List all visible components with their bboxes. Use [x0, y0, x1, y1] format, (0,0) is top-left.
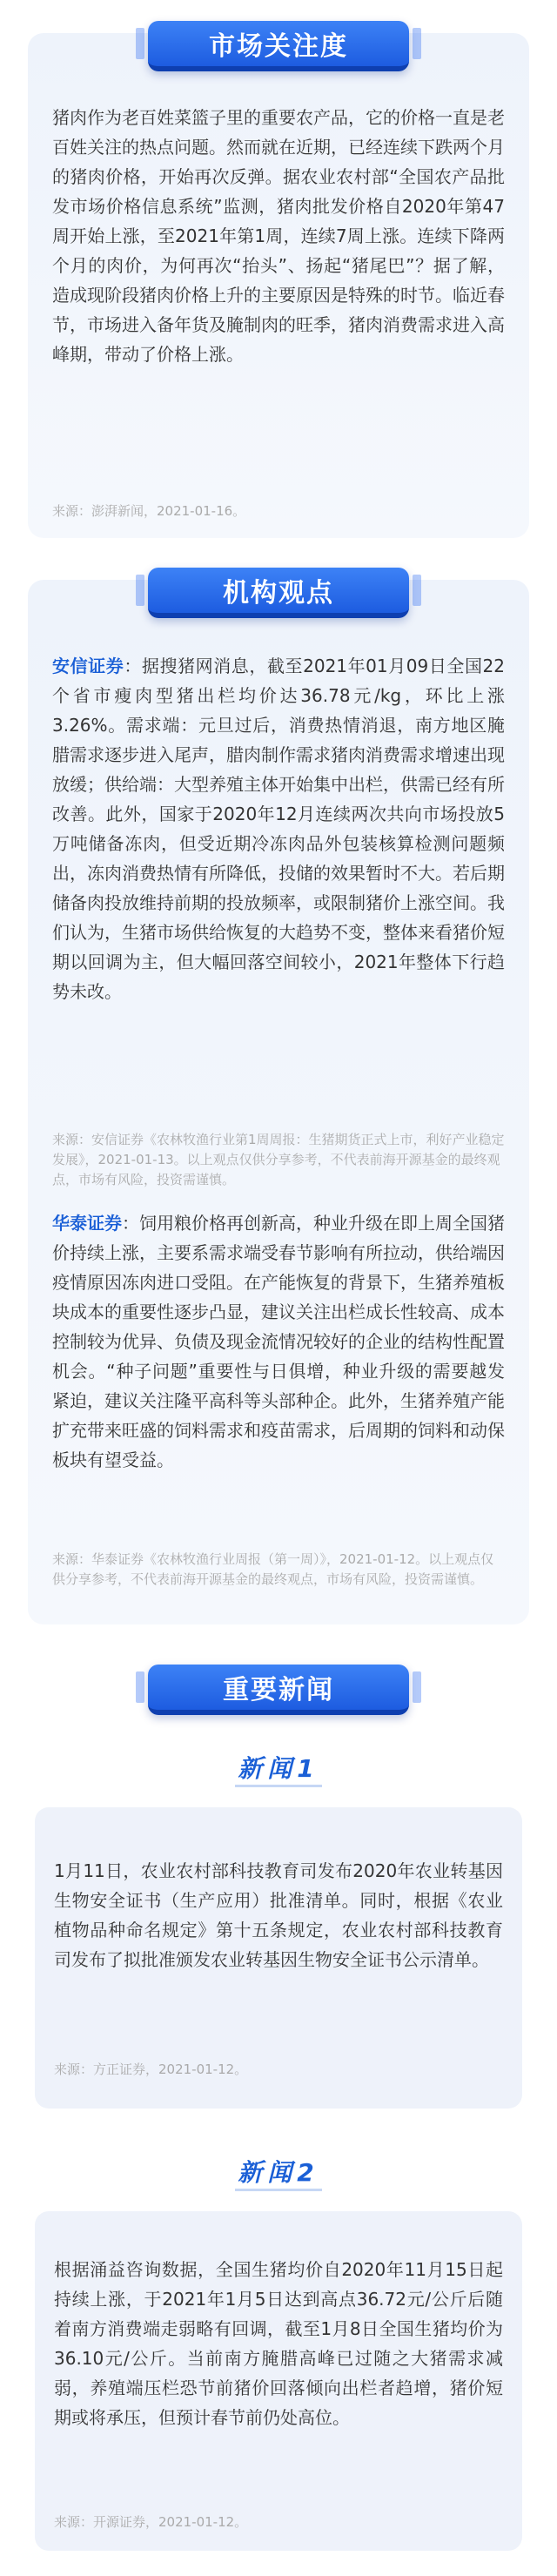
news-2-heading-underline — [235, 2189, 322, 2191]
market-attention-panel — [28, 33, 529, 538]
section-title-institution-views: 机构观点 — [148, 568, 409, 618]
view-anxin-source: 来源：安信证券《农林牧渔行业第1周周报：生猪期货正式上市，利好产业稳定发展》，2021-01-13。以上观点仅供分享参考，不代表前海开源基金的最终观点，市场有风险，投资需谨慎。 — [52, 1132, 505, 1187]
news-1-card — [35, 1807, 522, 2109]
news-1-heading: 新闻1 — [238, 1754, 319, 1783]
view-anxin — [52, 651, 505, 1006]
market-attention-text: 猪肉作为老百姓菜篮子里的重要农产品，它的价格一直是老百姓关注的热点问题。然而就在近期，已经连续下跌两个月的猪肉价格，开始再次反弹。据农业农村部“全国农产品批发市场价格信息系统”监测，猪肉批发价格自2020年第47周开始上涨，至2021年第1周，连续7周上涨。连续下降两个月的肉价，为何再次“抬头”、扬起“猪尾巴”？据了解，造成现阶段猪肉价格上升的主要原因是特殊的时节。临近春节，市场进入备年货及腌制肉的旺季，猪肉消费需求进入高峰期，带动了价格上涨。 — [52, 107, 505, 365]
view-anxin-text: ：据搜猪网消息，截至2021年01月09日全国22个省市瘦肉型猪出栏均价达36.78元/kg，环比上涨3.26%。需求端：元旦过后，消费热情消退，南方地区腌腊需求逐步进入尾声，腊肉制作需求猪肉消费需求增速出现放缓；供给端：大型养殖主体开始集中出栏，供需已经有所改善。此外，国家于2020年12月连续两次共向市场投放5万吨储备冻肉，但受近期冷冻肉品外包装核算检测问题频出，冻肉消费热情有所降低，投储的效果暂时不大。若后期储备肉投放维持前期的投放频率，或限制猪价上涨空间。我们认为，生猪市场供给恢复的大趋势不变，整体来看猪价短期以回调为主，但大幅回落空间较小，2021年整体下行趋势未改。 — [52, 656, 506, 1002]
view-huatai-text: ：饲用粮价格再创新高，种业升级在即上周全国猪价持续上涨，主要系需求端受春节影响有所拉动，供给端因疫情原因冻肉进口受阻。在产能恢复的背景下，生猪养殖板块成本的重要性逐步凸显，建议关注出栏成长性较高、成本控制较为优异、负债及现金流情况较好的企业的结构性配置机会。“种子问题”重要性与日俱增，种业升级的需要越发紧迫，建议关注隆平高科等头部种企。此外，生猪养殖产能扩充带来旺盛的饲料需求和疫苗需求，后周期的饲料和动保板块有望受益。 — [52, 1213, 505, 1470]
news-2-text: 根据涌益咨询数据，全国生猪均价自2020年11月15日起持续上涨，于2021年1月5日达到高点36.72元/公斤后随着南方消费端走弱略有回调，截至1月8日全国生猪均价为36.10元/公斤。当前南方腌腊高峰已过随之大猪需求减弱，养殖端压栏恐节前猪价回落倾向出栏者趋增，猪价短期或将承压，但预计春节前仍处高位。 — [54, 2259, 503, 2428]
news-2-source: 来源：开源证券，2021-01-12。 — [54, 2514, 248, 2530]
news-1-source: 来源：方正证券，2021-01-12。 — [54, 2061, 248, 2077]
org-name-anxin: 安信证券 — [52, 656, 124, 676]
org-name-huatai: 华泰证券 — [52, 1213, 122, 1234]
view-huatai — [52, 1208, 505, 1475]
section-title-important-news: 重要新闻 — [148, 1665, 409, 1715]
news-1-heading-underline — [235, 1785, 322, 1787]
news-2-heading: 新闻2 — [238, 2158, 319, 2187]
section-title-market-attention: 市场关注度 — [148, 21, 409, 71]
institution-views-panel — [28, 580, 529, 1624]
news-2-card — [35, 2211, 522, 2551]
news-1-text: 1月11日，农业农村部科技教育司发布2020年农业转基因生物安全证书（生产应用）批准清单。同时，根据《农业植物品种命名规定》第十五条规定，农业农村部科技教育司发布了拟批准颁发农业转基因生物安全证书公示清单。 — [54, 1860, 503, 1970]
market-attention-source: 来源：澎湃新闻，2021-01-16。 — [52, 503, 246, 519]
view-huatai-source: 来源：华泰证券《农林牧渔行业周报（第一周）》，2021-01-12。以上观点仅供分享参考，不代表前海开源基金的最终观点，市场有风险，投资需谨慎。 — [52, 1551, 494, 1587]
